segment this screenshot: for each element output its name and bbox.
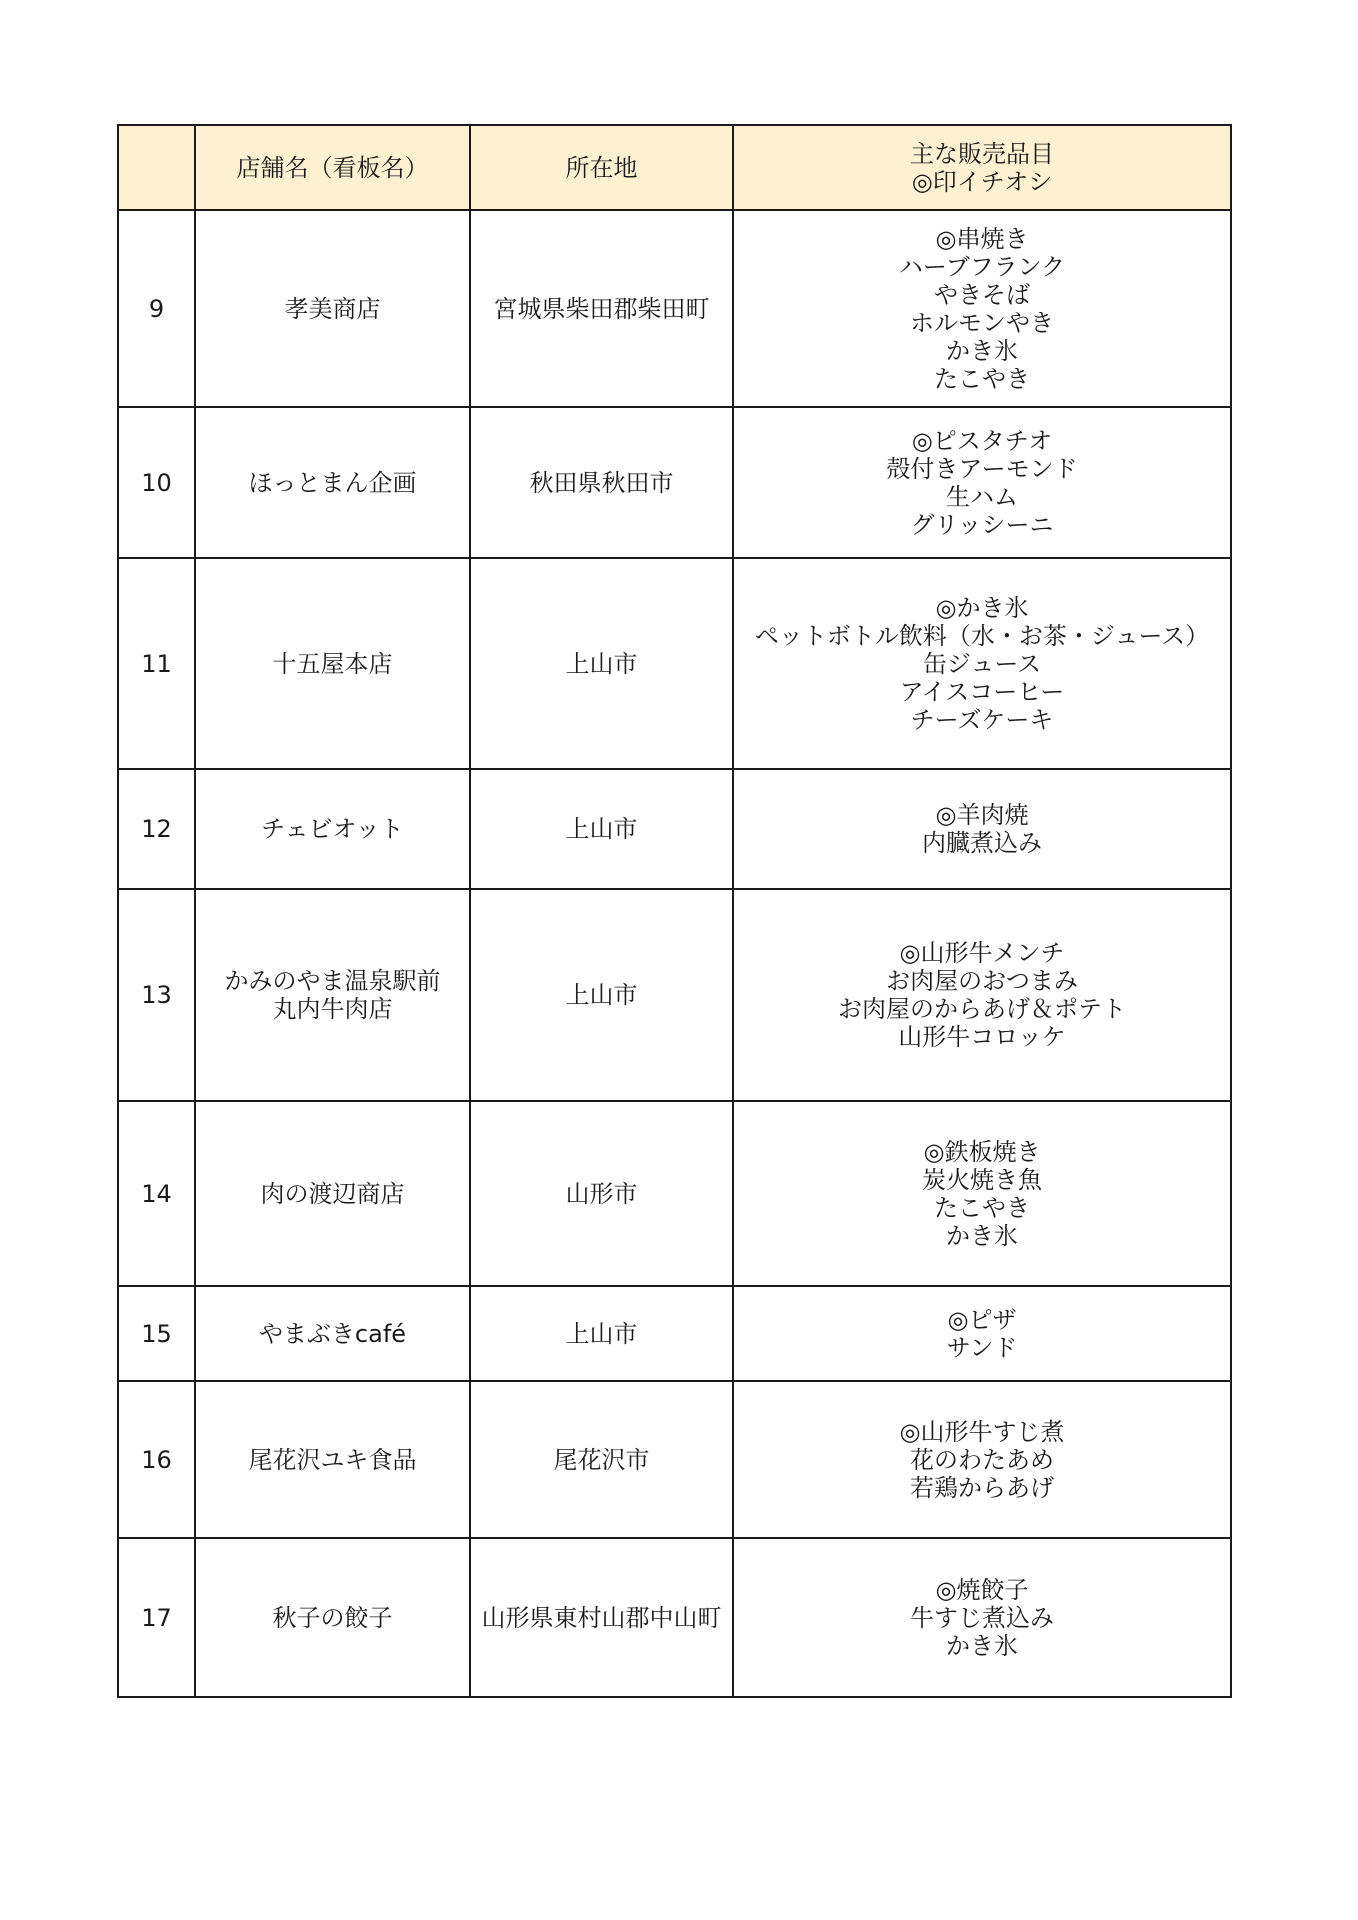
- header-no: [118, 125, 195, 210]
- shop-name: チェビオット: [261, 815, 404, 843]
- item-entry: サンド: [946, 1333, 1018, 1362]
- header-items-note: ◎印イチオシ: [911, 167, 1053, 196]
- item-entry: たこやき: [934, 1193, 1030, 1222]
- shop-name-cell: [195, 1538, 470, 1697]
- item-entry: かき氷: [946, 336, 1018, 365]
- item-entry: お肉屋のからあげ＆ポテト: [838, 995, 1126, 1023]
- item-entry: ◎かき氷: [935, 593, 1029, 622]
- table-row: [118, 1101, 1231, 1286]
- row-number: 16: [118, 1381, 195, 1538]
- location-cell: 上山市: [470, 1286, 733, 1381]
- item-entry: アイスコーヒー: [899, 677, 1065, 706]
- table-row: [118, 558, 1231, 769]
- row-number: 11: [118, 558, 195, 769]
- location-cell: 上山市: [470, 889, 733, 1101]
- item-entry: ◎山形牛すじ煮: [899, 1417, 1065, 1446]
- shop-name-cell: [195, 1381, 470, 1538]
- item-entry: 牛すじ煮込み: [910, 1603, 1054, 1632]
- shop-name: やまぶきcafé: [258, 1319, 407, 1348]
- header-row: [118, 125, 1231, 210]
- item-entry: グリッシーニ: [910, 510, 1054, 539]
- location-cell: 山形市: [470, 1101, 733, 1286]
- item-entry: ◎羊肉焼: [935, 801, 1029, 829]
- row-number: 9: [118, 210, 195, 407]
- item-entry: やきそば: [934, 280, 1030, 309]
- item-entry: ◎焼餃子: [935, 1575, 1029, 1604]
- item-entry: 生ハム: [946, 482, 1018, 511]
- shop-name: 肉の渡辺商店: [260, 1179, 405, 1208]
- item-entry: 缶ジュース: [922, 649, 1042, 678]
- shop-name-cell: [195, 407, 470, 558]
- table-row: [118, 889, 1231, 1101]
- shop-name-cell: [195, 1286, 470, 1381]
- item-entry: チーズケーキ: [910, 705, 1054, 734]
- item-entry: ◎串焼き: [935, 224, 1029, 253]
- location-cell: 尾花沢市: [470, 1381, 733, 1538]
- location-cell: 山形県東村山郡中山町: [470, 1538, 733, 1697]
- table-body: [118, 210, 1231, 1697]
- location-cell: 宮城県柴田郡柴田町: [470, 210, 733, 407]
- items-cell: [733, 407, 1231, 558]
- shop-name: 尾花沢ユキ食品: [248, 1445, 417, 1474]
- table-row: [118, 1286, 1231, 1381]
- row-number: 10: [118, 407, 195, 558]
- items-cell: [733, 210, 1231, 407]
- row-number: 17: [118, 1538, 195, 1697]
- shop-name: かみのやま温泉駅前: [224, 967, 441, 995]
- item-entry: ◎鉄板焼き: [923, 1137, 1041, 1166]
- table-row: [118, 1381, 1231, 1538]
- shop-name-cell: [195, 769, 470, 889]
- row-number: 12: [118, 769, 195, 889]
- items-cell: [733, 1538, 1231, 1697]
- row-number: 14: [118, 1101, 195, 1286]
- shop-name-cell: [195, 1101, 470, 1286]
- location-cell: 上山市: [470, 558, 733, 769]
- item-entry: ペットボトル飲料（水・お茶・ジュース）: [754, 621, 1210, 650]
- item-entry: かき氷: [946, 1631, 1018, 1660]
- item-entry: 殻付きアーモンド: [886, 454, 1078, 483]
- item-entry: ◎ピスタチオ: [911, 426, 1053, 455]
- shop-name: 秋子の餃子: [272, 1603, 393, 1632]
- location-cell: 秋田県秋田市: [470, 407, 733, 558]
- item-entry: 若鶏からあげ: [910, 1473, 1054, 1502]
- shop-table: [117, 124, 1232, 1698]
- table-row: [118, 1538, 1231, 1697]
- item-entry: ホルモンやき: [910, 308, 1054, 337]
- shop-name: 孝美商店: [284, 294, 381, 323]
- header-location: 所在地: [470, 125, 733, 210]
- item-entry: お肉屋のおつまみ: [886, 967, 1078, 995]
- item-entry: 内臓煮込み: [922, 829, 1042, 857]
- shop-name-cell: [195, 210, 470, 407]
- item-entry: 山形牛コロッケ: [898, 1023, 1066, 1051]
- table-row: [118, 769, 1231, 889]
- items-cell: [733, 769, 1231, 889]
- items-cell: [733, 1101, 1231, 1286]
- shop-name-cell: [195, 889, 470, 1101]
- header-items: [733, 125, 1231, 210]
- table-row: [118, 210, 1231, 407]
- item-entry: ハーブフランク: [898, 252, 1066, 281]
- item-entry: 花のわたあめ: [910, 1445, 1054, 1474]
- item-entry: ◎山形牛メンチ: [899, 939, 1065, 967]
- shop-name: 十五屋本店: [272, 649, 393, 678]
- shop-name: 丸内牛肉店: [272, 995, 393, 1023]
- table-row: [118, 407, 1231, 558]
- row-number: 13: [118, 889, 195, 1101]
- items-cell: [733, 889, 1231, 1101]
- items-cell: [733, 1381, 1231, 1538]
- items-cell: [733, 558, 1231, 769]
- header-shop-name: 店舗名（看板名）: [195, 125, 470, 210]
- location-cell: 上山市: [470, 769, 733, 889]
- row-number: 15: [118, 1286, 195, 1381]
- items-cell: [733, 1286, 1231, 1381]
- header-items-title: 主な販売品目: [910, 139, 1054, 168]
- item-entry: 炭火焼き魚: [922, 1165, 1042, 1194]
- shop-name: ほっとまん企画: [248, 468, 417, 497]
- item-entry: かき氷: [946, 1221, 1018, 1250]
- shop-name-cell: [195, 558, 470, 769]
- item-entry: たこやき: [934, 364, 1030, 393]
- item-entry: ◎ピザ: [947, 1305, 1017, 1334]
